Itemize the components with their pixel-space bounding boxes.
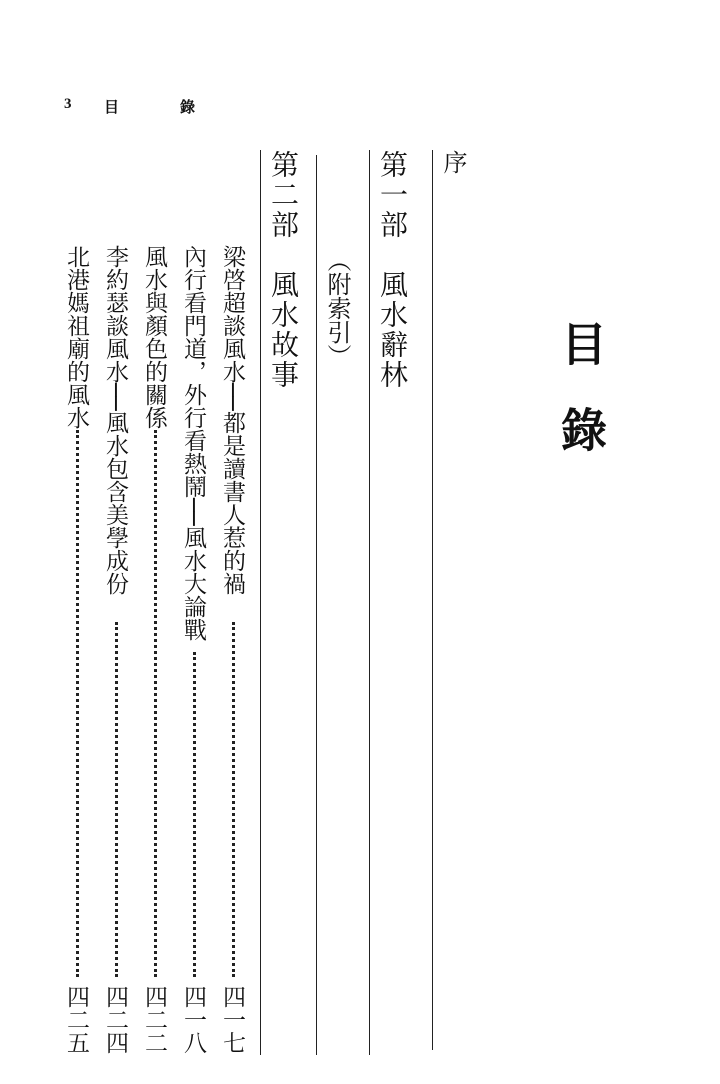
- toc-entry-page: 四一七: [219, 985, 245, 1054]
- page-title: 目錄: [554, 320, 608, 492]
- part1-heading[interactable]: 第一部 風水辭林: [376, 150, 409, 390]
- header-title-part2: 錄: [180, 100, 196, 116]
- rule-line: [260, 150, 261, 1055]
- toc-entry-title[interactable]: 梁啓超談風水──都是讀書人惹的禍: [219, 245, 245, 595]
- toc-entry-title[interactable]: 內行看門道，外行看熱鬧──風水大論戰: [180, 245, 206, 641]
- part2-heading[interactable]: 第二部 風水故事: [267, 150, 300, 390]
- toc-entry-page: 四二二: [141, 985, 167, 1054]
- rule-line: [369, 150, 370, 1055]
- toc-entry-title[interactable]: 北港媽祖廟的風水: [63, 245, 89, 429]
- toc-entry-page: 四二四: [102, 985, 128, 1054]
- page-number: 3: [64, 96, 72, 112]
- dot-leader: [193, 652, 196, 977]
- dot-leader: [232, 622, 235, 977]
- dot-leader: [76, 430, 79, 977]
- header-title-part1: 目: [104, 100, 120, 116]
- toc-entry-page: 四二五: [63, 985, 89, 1054]
- index-note: （附索引）: [323, 248, 351, 368]
- dot-leader: [115, 622, 118, 977]
- preface-entry[interactable]: 序: [439, 150, 467, 174]
- dot-leader: [154, 430, 157, 977]
- rule-line: [316, 155, 317, 1055]
- rule-line: [432, 150, 433, 1050]
- toc-entry-title[interactable]: 風水與顏色的關係: [141, 245, 167, 429]
- toc-entry-title[interactable]: 李約瑟談風水──風水包含美學成份: [102, 245, 128, 595]
- toc-entry-page: 四一八: [180, 985, 206, 1054]
